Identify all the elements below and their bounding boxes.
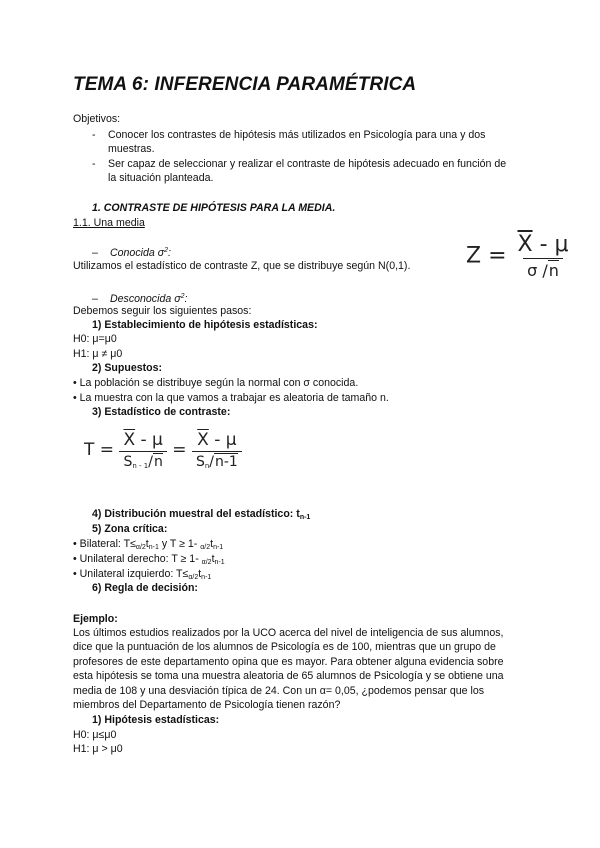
example-line-2: dice que la puntuación de los alumnos de Psicología es de 100, mientras que un grupo de: [73, 641, 496, 653]
unknown-sigma-label: – Desconocida $\sigma^2$:: [92, 293, 188, 305]
bullet-dash: -: [92, 158, 96, 170]
t-fraction-1: $\frac{\overline{X} - \mu}{S_{n - 1}/n}$: [119, 430, 166, 470]
step-5-heading: 5) Zona crítica:: [92, 523, 168, 535]
t-formula-lhs: T =: [84, 440, 115, 460]
example-heading: Ejemplo:: [73, 613, 118, 625]
objective-2-line-1: Ser capaz de seleccionar y realizar el contraste de hipótesis adecuado en función de: [108, 158, 507, 170]
z-formula: [466, 232, 573, 280]
step-4-heading: 4) Distribución muestral del estadístico: $t_{n-1}$: [92, 508, 311, 521]
assumption-2: • La muestra con la que vamos a trabajar es aleatoria de tamaño n.: [73, 392, 389, 404]
example-line-6: miembros del Departamento de Psicología tienen razón?: [73, 699, 341, 711]
objectives-heading: Objetivos:: [73, 113, 121, 125]
t-formula-equals: =: [172, 440, 187, 460]
example-step-1-heading: 1) Hipótesis estadísticas:: [92, 714, 220, 726]
subsection-heading: 1.1. Una media: [73, 217, 145, 229]
example-h0: H0: μ≤μ0: [73, 729, 117, 741]
unknown-sigma-intro: Debemos seguir los siguientes pasos:: [73, 305, 252, 317]
step-3-heading: 3) Estadístico de contraste:: [92, 406, 231, 418]
step-1-heading: 1) Establecimiento de hipótesis estadísticas:: [92, 319, 318, 331]
critical-bilateral: • Bilateral: $T\le_{\alpha/2}t_{n-1}$ y T ≥ 1- $_{\alpha/2}t_{n-1}$: [73, 538, 224, 551]
t-formula: [84, 430, 242, 470]
known-sigma-text: Utilizamos el estadístico de contraste Z, que se distribuye según N(0,1).: [73, 260, 411, 272]
known-sigma-label: – Conocida $\sigma^2$:: [92, 247, 171, 259]
z-fraction: $\frac{\overline{X} - \mu}{\sigma /n}$: [517, 232, 569, 280]
objective-2-line-2: la situación planteada.: [108, 172, 214, 184]
example-line-5: media de 108 y una desviación típica de 24. Con un α= 0,05, ¿podemos pensar que los: [73, 685, 485, 697]
t-fraction-2: $\frac{\overline{X} - \mu}{S_n/n-1}$: [192, 430, 242, 470]
step-6-heading: 6) Regla de decisión:: [92, 582, 198, 594]
page-title: TEMA 6: INFERENCIA PARAMÉTRICA: [73, 74, 417, 95]
assumption-1: • La población se distribuye según la normal con σ conocida.: [73, 377, 359, 389]
step-2-heading: 2) Supuestos:: [92, 362, 163, 374]
critical-left: • Unilateral izquierdo: $T\le_{\alpha/2}t_{n-1}$: [73, 568, 212, 581]
section-heading: 1. CONTRASTE DE HIPÓTESIS PARA LA MEDIA.: [92, 202, 336, 214]
example-line-3: profesores de este departamento opina que es mayor. Para obtener alguna evidencia sobre: [73, 656, 504, 668]
objective-1-line-2: muestras.: [108, 143, 155, 155]
z-formula-lhs: Z =: [466, 243, 507, 269]
hypothesis-h1: H1: μ ≠ μ0: [73, 348, 123, 360]
example-h1: H1: μ > μ0: [73, 743, 123, 755]
bullet-dash: -: [92, 129, 96, 141]
example-line-4: esta hipótesis se toma una muestra aleatoria de 65 alumnos de Psicología y se obtiene una: [73, 670, 504, 682]
objective-1-line-1: Conocer los contrastes de hipótesis más utilizados en Psicología para una y dos: [108, 129, 486, 141]
hypothesis-h0: H0: μ=μ0: [73, 333, 117, 345]
critical-right: • Unilateral derecho: T ≥ 1- $_{\alpha/2}t_{n-1}$: [73, 553, 225, 566]
example-line-1: Los últimos estudios realizados por la UCO acerca del nivel de inteligencia de sus alumnos,: [73, 627, 504, 639]
